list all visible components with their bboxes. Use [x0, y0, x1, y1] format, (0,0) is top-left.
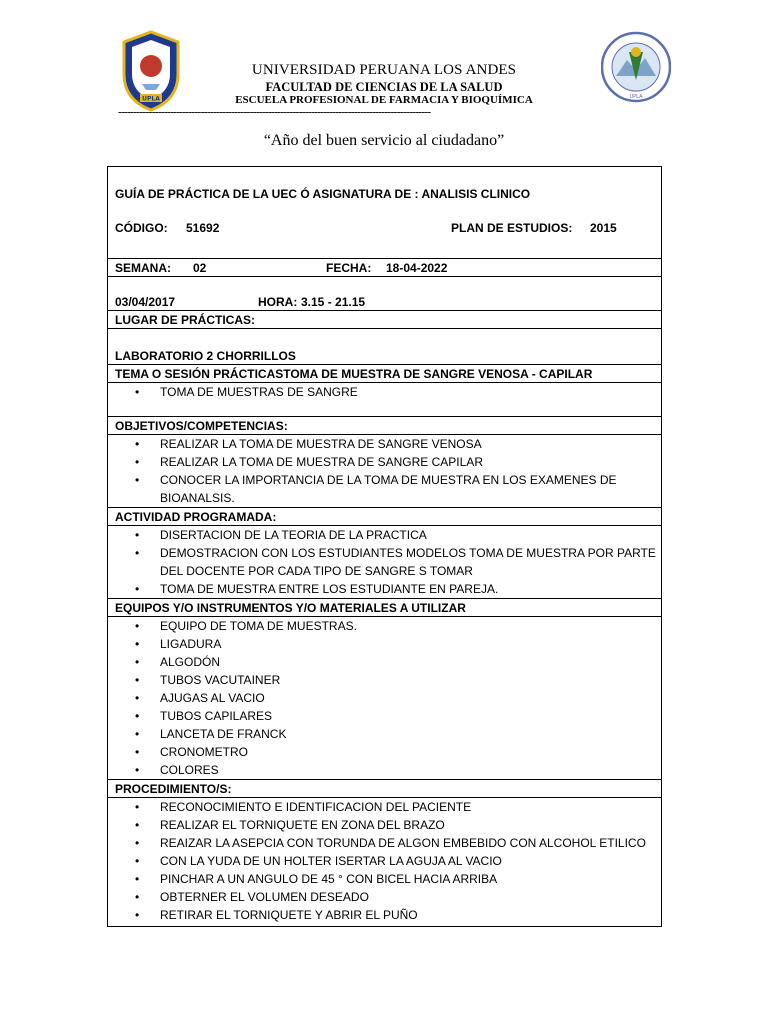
list-item: • COLORES	[115, 761, 661, 779]
equipment-label: EQUIPOS Y/O INSTRUMENTOS Y/O MATERIALES A UTILIZAR	[108, 598, 661, 616]
list-item: • CRONOMETRO	[115, 743, 661, 761]
topic-list-section	[108, 382, 661, 416]
separator-line: ------------------------------------------------------------------------------------------------------	[118, 106, 431, 118]
list-item: • REALIZAR EL TORNIQUETE EN ZONA DEL BRAZO	[115, 816, 661, 834]
list-item: • DISERTACION DE LA TEORIA DE LA PRACTICA	[115, 526, 661, 544]
faculty-name: FACULTAD DE CIENCIAS DE LA SALUD	[265, 80, 503, 94]
code-value: 51692	[186, 221, 220, 235]
university-name: UNIVERSIDAD PERUANA LOS ANDES	[251, 62, 517, 78]
place-section	[108, 328, 661, 364]
list-item: • AJUGAS AL VACIO	[115, 689, 661, 707]
list-item: • REALIZAR LA TOMA DE MUESTRA DE SANGRE CAPILAR	[115, 453, 661, 471]
activity-section	[108, 525, 661, 598]
objectives-section	[108, 434, 661, 507]
list-item: • TOMA DE MUESTRAS DE SANGRE	[115, 383, 661, 401]
list-item: • LIGADURA	[115, 635, 661, 653]
objectives-list	[115, 435, 661, 507]
list-item: • LANCETA DE FRANCK	[115, 725, 661, 743]
list-item: • CONOCER LA IMPORTANCIA DE LA TOMA DE MUESTRA EN LOS EXAMENES DE BIOANALSIS.	[115, 471, 661, 507]
list-item: • RETIRAR EL TORNIQUETE Y ABRIR EL PUÑO	[115, 906, 661, 924]
week-value: 02	[193, 261, 207, 275]
place-value: LABORATORIO 2 CHORRILLOS	[115, 349, 296, 363]
list-item: • TOMA DE MUESTRA ENTRE LOS ESTUDIANTE EN PAREJA.	[115, 580, 661, 598]
list-item: • CON LA YUDA DE UN HOLTER ISERTAR LA AGUJA AL VACIO	[115, 852, 661, 870]
list-item: • EQUIPO DE TOMA DE MUESTRAS.	[115, 617, 661, 635]
list-item: • REAIZAR LA ASEPCIA CON TORUNDA DE ALGON EMBEBIDO CON ALCOHOL ETILICO	[115, 834, 661, 852]
list-item: • TUBOS CAPILARES	[115, 707, 661, 725]
practice-guide-table	[107, 166, 662, 927]
list-item: • OBTERNER EL VOLUMEN DESEADO	[115, 888, 661, 906]
procedures-list	[115, 798, 661, 924]
time-value: 3.15 - 21.15	[301, 295, 366, 309]
guide-header-section	[108, 167, 661, 258]
procedure-section	[108, 797, 661, 926]
date-label: FECHA:	[326, 261, 372, 275]
topic-list	[115, 383, 661, 401]
year-motto: “Año del buen servicio al ciudadano”	[263, 132, 505, 149]
list-item: • PINCHAR A UN ANGULO DE 45 ° CON BICEL HACIA ARRIBA	[115, 870, 661, 888]
plan-value: 2015	[590, 221, 617, 235]
session-date: 03/04/2017	[115, 295, 176, 309]
equipment-section	[108, 616, 661, 779]
date-value: 18-04-2022	[386, 261, 448, 275]
school-name: ESCUELA PROFESIONAL DE FARMACIA Y BIOQUÍMICA	[235, 94, 533, 106]
place-label: LUGAR DE PRÁCTICAS:	[108, 310, 661, 328]
objectives-label: OBJETIVOS/COMPETENCIAS:	[108, 416, 661, 434]
week-row	[108, 258, 661, 276]
week-label: SEMANA:	[115, 261, 171, 275]
time-label: HORA:	[258, 295, 298, 309]
svg-text:UPLA: UPLA	[142, 95, 160, 103]
list-item: • TUBOS VACUTAINER	[115, 671, 661, 689]
list-item: • REALIZAR LA TOMA DE MUESTRA DE SANGRE VENOSA	[115, 435, 661, 453]
activity-label: ACTIVIDAD PROGRAMADA:	[108, 507, 661, 525]
guide-title: GUÍA DE PRÁCTICA DE LA UEC Ó ASIGNATURA DE : ANALISIS CLINICO	[115, 187, 531, 201]
procedure-label: PROCEDIMIENTO/S:	[108, 779, 661, 797]
time-row	[108, 276, 661, 310]
activities-list	[115, 526, 661, 598]
topic-label: TEMA O SESIÓN PRÁCTICASTOMA DE MUESTRA DE SANGRE VENOSA - CAPILAR	[108, 364, 661, 382]
svg-text:UPLA: UPLA	[629, 94, 643, 100]
plan-label: PLAN DE ESTUDIOS:	[451, 221, 573, 235]
code-label: CÓDIGO:	[115, 221, 168, 235]
list-item: • ALGODÓN	[115, 653, 661, 671]
equipment-list	[115, 617, 661, 779]
list-item: • DEMOSTRACION CON LOS ESTUDIANTES MODELOS TOMA DE MUESTRA POR PARTE DEL DOCENTE POR CADA TIPO DE SANGRE S TOMAR	[115, 544, 661, 580]
list-item: • RECONOCIMIENTO E IDENTIFICACION DEL PACIENTE	[115, 798, 661, 816]
